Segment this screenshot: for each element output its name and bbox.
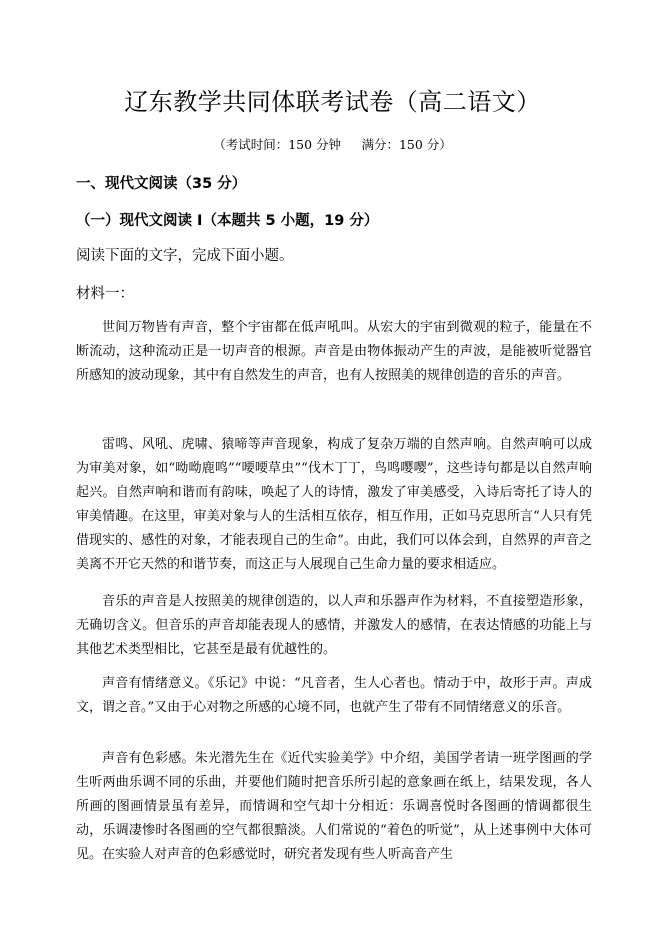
paragraph: 世间万物皆有声音，整个宇宙都在低声吼叫。从宏大的宇宙到微观的粒子，能量在不断流动，这种流动正是一切声音的根源。声音是由物体振动产生的声波，是能被听觉器官所感知的波动现象，其中有自然发生的声音，也有人按照美的规律创造的音乐的声音。 <box>76 320 592 383</box>
paragraph: 声音有色彩感。朱光潜先生在《近代实验美学》中介绍，美国学者请一班学图画的学生听两曲乐调不同的乐曲，并要他们随时把音乐所引起的意象画在纸上，结果发现，各人所画的图画情景虽有差异，而情调和空气却十分相近：乐调喜悦时各图画的情调都很生动，乐调凄惨时各图画的空气都很黯淡。人们常说的“着色的听觉”，从上述事例中大体可见。在实验人对声音的色彩感觉时，研究者发现有些人听高音产生 <box>76 751 592 862</box>
exam-title: 辽东教学共同体联考试卷（高二语文） <box>124 88 541 116</box>
subsection-heading: （一）现代文阅读 I（本题共 5 小题，19 分） <box>76 213 379 229</box>
paragraph: 音乐的声音是人按照美的规律创造的，以人声和乐器声作为材料，不直接塑造形象，无确切含义。但音乐的声音却能表现人的感情，并激发人的感情，在表达情感的功能上与其他艺术类型相比，它甚至是最有优越性的。 <box>76 594 592 657</box>
exam-info: （考试时间：150 分钟 满分：150 分） <box>213 137 452 152</box>
paragraph: 声音有情绪意义。《乐记》中说：“凡音者，生人心者也。情动于中，故形于声。声成文，谓之音。”又由于心对物之所感的心境不同，也就产生了带有不同情绪意义的乐音。 <box>76 676 592 715</box>
instruction-text: 阅读下面的文字，完成下面小题。 <box>76 248 294 264</box>
paragraph: 雷鸣、风吼、虎啸、猿啼等声音现象，构成了复杂万端的自然声响。自然声响可以成为审美对象，如“呦呦鹿鸣”“喓喓草虫”“伐木丁丁，鸟鸣嘤嘤”，这些诗句都是以自然声响起兴。自然声响和谐而有韵味，唤起了人的诗情，激发了审美感受，入诗后寄托了诗人的审美情趣。在这里，审美对象与人的生活相互依存，相互作用，正如马克思所言“人只有凭借现实的、感性的对象，才能表现自己的生命”。由此，我们可以体会到，自然界的声音之美离不开它天然的和谐节奏，而这正与人展现自己生命力量的要求相适应。 <box>76 437 592 572</box>
material-label: 材料一： <box>76 286 134 302</box>
section-heading: 一、现代文阅读（35 分） <box>76 176 247 192</box>
